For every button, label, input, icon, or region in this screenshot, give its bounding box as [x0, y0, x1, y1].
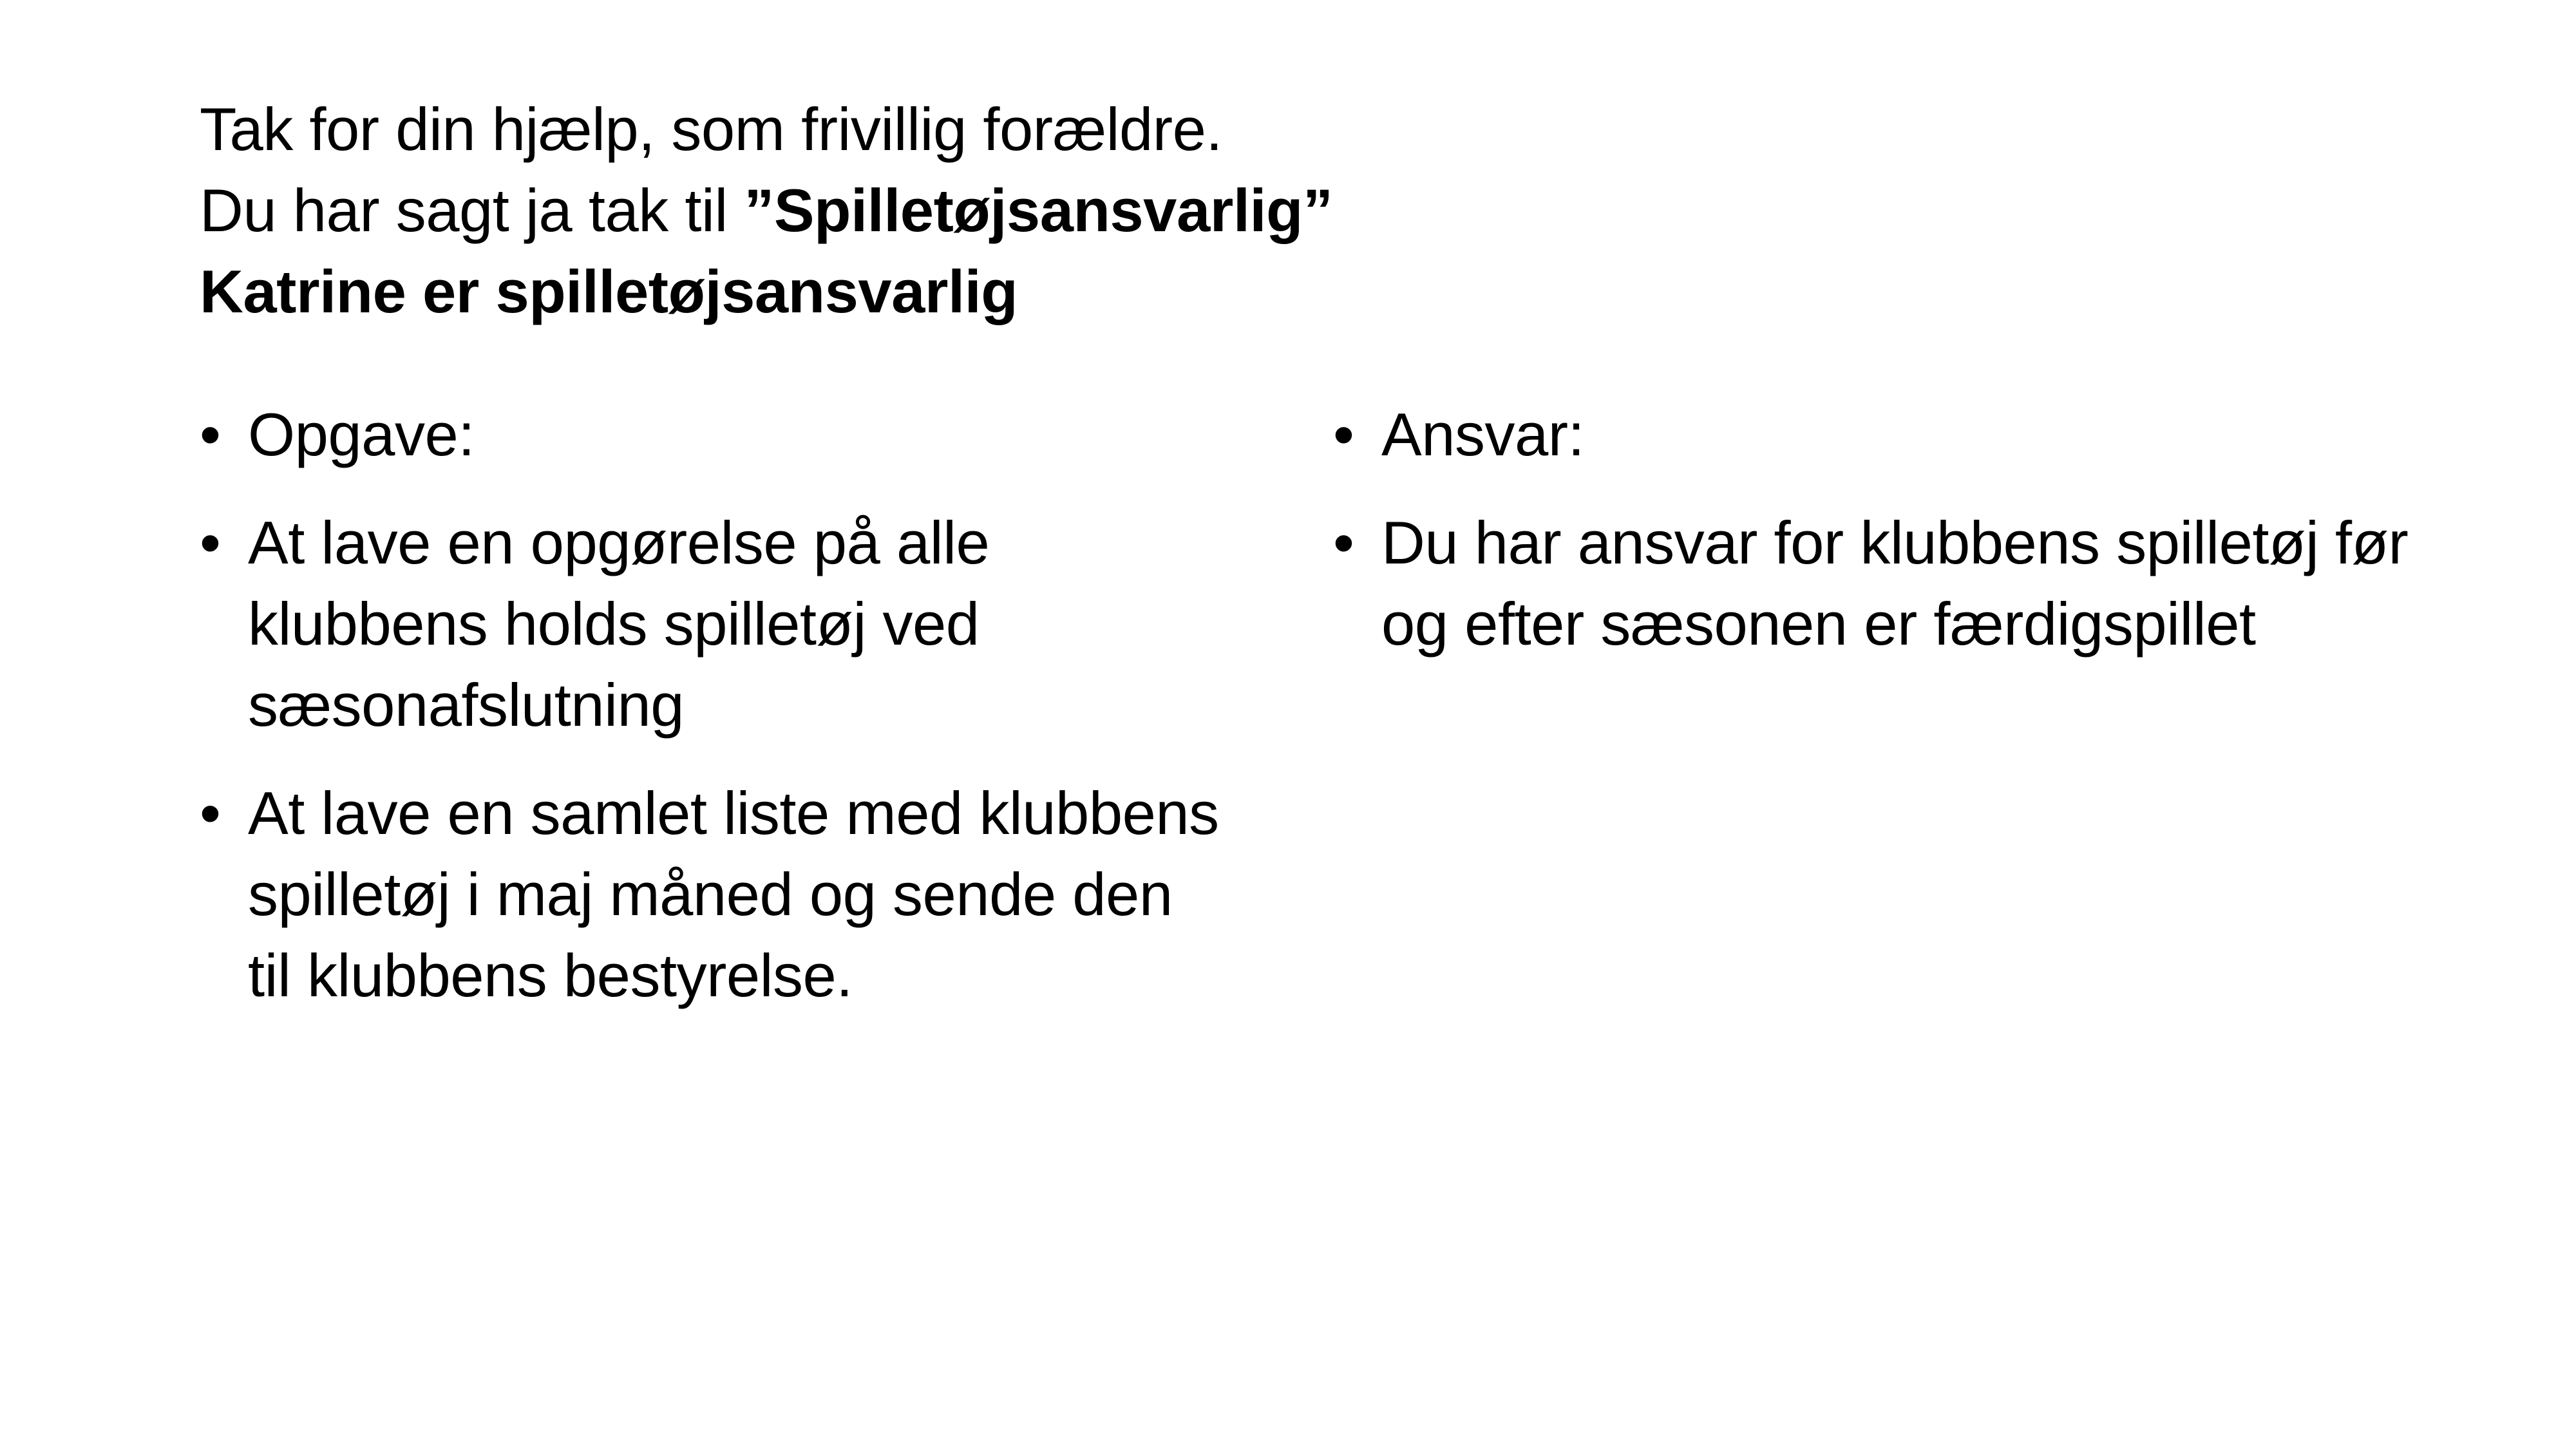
list-item [200, 502, 1230, 746]
title-line-3: Katrine er spilletøjsansvarlig [200, 258, 1018, 325]
bullet-icon: • [1333, 401, 1354, 468]
bullet-icon: • [200, 779, 221, 847]
title-line-2 [200, 170, 2389, 251]
list-item [1333, 502, 2428, 665]
right-column [1333, 394, 2428, 692]
title-line-2-prefix: Du har sagt ja tak til [200, 176, 744, 244]
left-bullet-list [200, 394, 1230, 1016]
list-item [200, 394, 1230, 475]
title-line-1: Tak for din hjælp, som frivillig forældre. [200, 95, 1222, 163]
bullet-text: At lave en samlet liste med klubbens spilletøj i maj måned og sende den til klubbens bestyrelse. [248, 779, 1219, 1009]
list-item [1333, 394, 2428, 475]
bullet-icon: • [200, 509, 221, 576]
bullet-text: At lave en opgørelse på alle klubbens holds spilletøj ved sæsonafslutning [248, 509, 990, 739]
bullet-text: Opgave: [248, 401, 475, 468]
bullet-text: Ansvar: [1381, 401, 1585, 468]
slide-title [200, 89, 2389, 332]
right-bullet-list [1333, 394, 2428, 665]
left-column [200, 394, 1230, 1043]
list-item [200, 773, 1230, 1016]
bullet-icon: • [1333, 509, 1354, 576]
bullet-text: Du har ansvar for klubbens spilletøj før og efter sæsonen er færdigspillet [1381, 509, 2409, 658]
bullet-icon: • [200, 401, 221, 468]
title-line-2-role: ”Spilletøjsansvarlig” [744, 176, 1333, 244]
